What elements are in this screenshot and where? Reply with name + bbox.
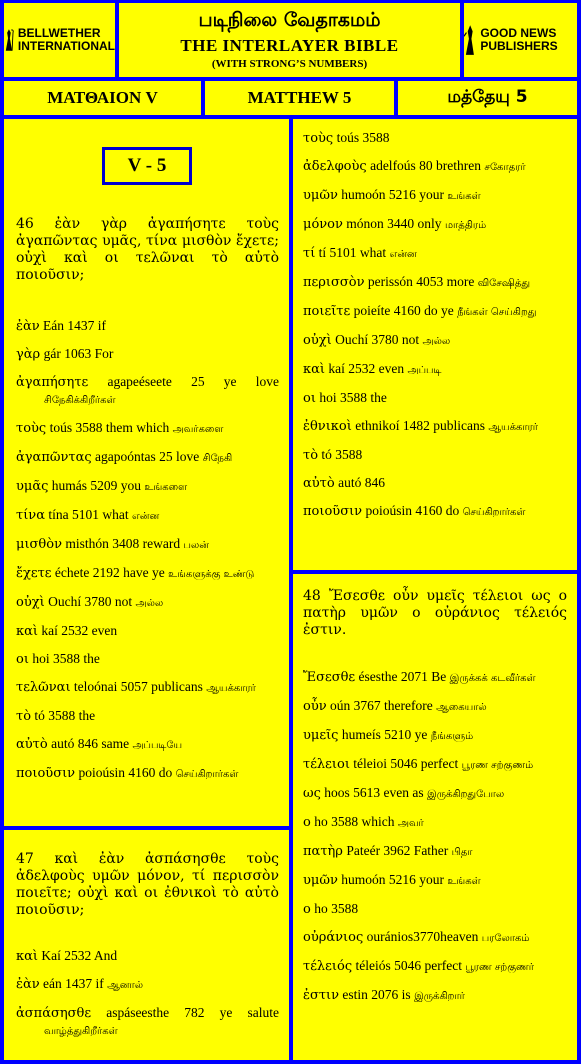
word-entry xyxy=(303,390,567,407)
word-entry xyxy=(16,765,279,783)
word-entry xyxy=(16,420,279,438)
greek-word: ο xyxy=(303,815,311,830)
greek-word: μόνον xyxy=(303,217,343,232)
transliteration: agapeéseete 25 ye love xyxy=(107,374,279,389)
transliteration: misthón 3408 reward xyxy=(65,536,181,551)
transliteration: téleiós 5046 perfect xyxy=(355,958,462,973)
tamil-gloss: வாழ்த்துகிறீர்கள் xyxy=(44,1026,118,1037)
word-entry xyxy=(303,418,567,436)
word-entry xyxy=(303,130,567,147)
greek-word: τὸ xyxy=(303,448,319,463)
greek-word: καὶ xyxy=(16,624,39,639)
word-entry xyxy=(16,708,279,725)
greek-word: οὐχὶ xyxy=(303,333,332,348)
greek-word: οὐράνιος xyxy=(303,930,364,945)
nav-greek xyxy=(4,81,201,115)
greek-word: ἐθνικοὶ xyxy=(303,419,352,434)
nav-english-label: MATTHEW 5 xyxy=(247,88,352,107)
transliteration: eán 1437 if xyxy=(43,976,104,991)
transliteration: toús 3588 them which xyxy=(49,420,170,435)
tamil-gloss: விசேஷித்து xyxy=(477,278,531,289)
transliteration: Ouchí 3780 not xyxy=(48,594,133,609)
transliteration: adelfoús 80 brethren xyxy=(370,158,482,173)
greek-word: ἀγαπῶντας xyxy=(16,450,92,465)
greek-word: πατὴρ xyxy=(303,844,343,859)
word-entry xyxy=(303,698,567,716)
tamil-gloss: மாத்திரம் xyxy=(444,220,487,231)
greek-word: τέλειοι xyxy=(303,757,350,772)
word-entry xyxy=(16,623,279,640)
tamil-gloss: உங்கள் xyxy=(447,191,481,202)
transliteration: hoos 5613 even as xyxy=(324,785,424,800)
word-entry xyxy=(303,987,567,1005)
greek-word: υμῶν xyxy=(303,873,338,888)
tamil-gloss: அப்படி xyxy=(407,365,442,376)
transliteration: agapoóntas 25 love xyxy=(95,449,200,464)
word-entry xyxy=(16,1005,279,1040)
greek-word: γὰρ xyxy=(16,347,41,362)
tamil-gloss: சகோதரர் xyxy=(484,162,526,173)
transliteration: hoi 3588 the xyxy=(319,390,387,405)
tamil-gloss: அவர் xyxy=(397,818,424,829)
word-entry xyxy=(303,245,567,263)
greek-word: οι xyxy=(303,391,316,406)
tamil-gloss: என்ன xyxy=(389,249,417,260)
greek-word: ποιεῖτε xyxy=(303,304,351,319)
shepherd-icon xyxy=(4,14,14,66)
word-entry xyxy=(303,475,567,492)
transliteration: ho 3588 which xyxy=(314,814,395,829)
greek-word: Ἔσεσθε xyxy=(303,670,356,685)
greek-word: υμῶν xyxy=(303,188,338,203)
word-entry xyxy=(303,814,567,832)
greek-word: ἐὰν xyxy=(16,319,40,334)
greek-word: τὸ xyxy=(16,709,32,724)
greek-word: ἔχετε xyxy=(16,566,52,581)
left-bottom-entries xyxy=(16,948,279,1051)
transliteration: ethnikoí 1482 publicans xyxy=(355,418,485,433)
word-entry xyxy=(16,449,279,467)
word-entry xyxy=(303,669,567,687)
nav-tamil-label: மத்தேயு 5 xyxy=(447,87,528,107)
right-top-entries xyxy=(303,130,567,532)
word-entry xyxy=(303,503,567,521)
greek-word: ἐὰν xyxy=(16,977,40,992)
transliteration: kaí 2532 even xyxy=(328,361,405,376)
tamil-gloss: உங்கள் xyxy=(447,876,481,887)
greek-word: ἐστιν xyxy=(303,988,340,1003)
title-tamil: படிநிலை வேதாகமம் xyxy=(198,9,381,31)
transliteration: hoi 3588 the xyxy=(32,651,100,666)
transliteration: ouránios3770heaven xyxy=(366,929,479,944)
greek-word: αὐτὸ xyxy=(16,737,48,752)
greek-word: τί xyxy=(303,246,316,261)
tamil-gloss: உங்களை xyxy=(144,482,188,493)
transliteration: ésesthe 2071 Be xyxy=(358,669,447,684)
tamil-gloss: சிநேகிக்கிறீர்கள் xyxy=(44,395,116,406)
tamil-gloss: பிதா xyxy=(451,847,473,858)
word-entry xyxy=(16,507,279,525)
transliteration: gár 1063 For xyxy=(43,346,114,361)
word-entry xyxy=(16,976,279,994)
greek-word: υμεῖς xyxy=(303,728,339,743)
tamil-gloss: ஆனால் xyxy=(107,980,144,991)
word-entry xyxy=(303,361,567,379)
greek-word: οὐχὶ xyxy=(16,595,45,610)
word-entry xyxy=(303,187,567,205)
greek-word: υμᾶς xyxy=(16,479,49,494)
greek-word: ο xyxy=(303,902,311,917)
left-top-entries xyxy=(16,318,279,794)
word-entry xyxy=(16,374,279,409)
transliteration: tí 5101 what xyxy=(318,245,387,260)
transliteration: tína 5101 what xyxy=(48,507,129,522)
word-entry xyxy=(303,303,567,321)
transliteration: tó 3588 the xyxy=(34,708,96,723)
right-logo-text: GOOD NEWS PUBLISHERS xyxy=(480,26,558,53)
word-entry xyxy=(16,679,279,697)
greek-word: ως xyxy=(303,786,321,801)
tamil-gloss: அவர்களை xyxy=(172,424,224,435)
word-entry xyxy=(303,332,567,350)
word-entry xyxy=(303,447,567,464)
transliteration: Pateér 3962 Father xyxy=(346,843,449,858)
transliteration: teloónai 5057 publicans xyxy=(73,679,203,694)
transliteration: Kaí 2532 And xyxy=(41,948,118,963)
greek-word: ποιοῦσιν xyxy=(303,504,363,519)
word-entry xyxy=(16,651,279,668)
word-entry xyxy=(303,958,567,976)
transliteration: perissón 4053 more xyxy=(367,274,475,289)
tamil-gloss: சிநேகி xyxy=(202,453,233,464)
tamil-gloss: ஆகையால் xyxy=(436,702,487,713)
greek-word: ἀδελφοὺς xyxy=(303,159,367,174)
word-entry xyxy=(16,948,279,965)
tamil-gloss: பூரண சற்குணர் xyxy=(465,962,534,973)
tamil-gloss: பலன் xyxy=(183,540,209,551)
word-entry xyxy=(303,158,567,176)
word-entry xyxy=(303,785,567,803)
word-entry xyxy=(16,346,279,363)
greek-word: ποιοῦσιν xyxy=(16,766,76,781)
greek-word: καὶ xyxy=(303,362,326,377)
verse-48-text: 48 Ἔσεσθε οὖν υμεῖς τέλειοι ως ο πατὴρ υμῶν ο οὐράνιος τέλειός ἐστιν. xyxy=(303,588,567,638)
right-bottom-entries xyxy=(303,669,567,1016)
tamil-gloss: பூரண சற்குணம் xyxy=(461,760,534,771)
word-entry xyxy=(303,872,567,890)
tamil-gloss: அப்படியே xyxy=(132,740,183,751)
transliteration: humoón 5216 your xyxy=(341,872,444,887)
title-english: THE INTERLAYER BIBLE xyxy=(180,36,399,55)
transliteration: poioúsin 4160 do xyxy=(78,765,173,780)
transliteration: poieíte 4160 do ye xyxy=(353,303,454,318)
left-bottom-panel xyxy=(4,830,289,1060)
transliteration: poioúsin 4160 do xyxy=(365,503,460,518)
word-entry xyxy=(303,929,567,947)
nav-english xyxy=(205,81,394,115)
left-top-panel xyxy=(4,119,289,826)
tamil-gloss: இருக்கக் கடவீர்கள் xyxy=(449,673,536,684)
sower-icon xyxy=(464,14,476,66)
greek-word: περισσὸν xyxy=(303,275,365,290)
word-entry xyxy=(16,536,279,554)
transliteration: tó 3588 xyxy=(321,447,363,462)
word-entry xyxy=(303,727,567,745)
word-entry xyxy=(303,274,567,292)
bellwether-logo xyxy=(4,3,115,77)
transliteration: estin 2076 is xyxy=(342,987,411,1002)
word-entry xyxy=(303,843,567,861)
tamil-gloss: பரலோகம் xyxy=(481,933,530,944)
greek-word: ἀσπάσησθε xyxy=(16,1006,92,1021)
greek-word: τοὺς xyxy=(16,421,47,436)
tamil-gloss: ஆயக்காரர் xyxy=(206,683,256,694)
verse-47-text: 47 καὶ ἐὰν ἀσπάσησθε τοὺς ἀδελφοὺς υμῶν μόνον, τί περισσὸν ποιεῖτε; οὐχὶ καὶ οι ἐθνικοὶ τὸ αὐτὸ ποιοῦσιν; xyxy=(16,851,279,918)
transliteration: Ouchí 3780 not xyxy=(335,332,420,347)
transliteration: téleioi 5046 perfect xyxy=(353,756,459,771)
transliteration: Eán 1437 if xyxy=(43,318,107,333)
transliteration: humoón 5216 your xyxy=(341,187,444,202)
transliteration: mónon 3440 only xyxy=(346,216,442,231)
greek-word: τοὺς xyxy=(303,131,334,146)
chapter-badge: V - 5 xyxy=(102,147,192,185)
greek-word: μισθὸν xyxy=(16,537,62,552)
transliteration: autó 846 same xyxy=(51,736,130,751)
tamil-gloss: ஆயக்காரர் xyxy=(488,422,538,433)
right-top-panel xyxy=(293,119,577,570)
word-entry xyxy=(303,901,567,918)
tamil-gloss: செய்கிறார்கள் xyxy=(462,507,526,518)
tamil-gloss: என்ன xyxy=(131,511,160,522)
tamil-gloss: அல்ல xyxy=(422,336,451,347)
title-block xyxy=(119,3,460,77)
greek-word: τελῶναι xyxy=(16,680,71,695)
right-bottom-panel xyxy=(293,574,577,1060)
nav-tamil xyxy=(398,81,577,115)
greek-word: τέλειός xyxy=(303,959,353,974)
tamil-gloss: செய்கிறார்கள் xyxy=(175,769,239,780)
greek-word: οὖν xyxy=(303,699,327,714)
nav-greek-label: ΜΑΤΘΑΙΟΝ V xyxy=(47,88,158,107)
left-logo-text: BELLWETHER INTERNATIONAL xyxy=(17,26,115,53)
word-entry xyxy=(16,318,279,335)
word-entry xyxy=(16,478,279,496)
tamil-gloss: நீங்களும் xyxy=(430,731,474,742)
tamil-gloss: அல்ல xyxy=(135,598,164,609)
greek-word: τίνα xyxy=(16,508,45,523)
word-entry xyxy=(303,756,567,774)
word-entry xyxy=(16,565,279,583)
transliteration: ho 3588 xyxy=(314,901,359,916)
transliteration: aspáseesthe 782 ye salute xyxy=(106,1005,280,1020)
greek-word: καὶ xyxy=(16,949,39,964)
verse-46-text: 46 ἐὰν γὰρ ἀγαπήσητε τοὺς ἀγαπῶντας υμᾶς, τίνα μισθὸν ἔχετε; οὐχὶ καὶ οι τελῶναι τὸ αὐτὸ ποιοῦσιν; xyxy=(16,216,279,283)
transliteration: humeís 5210 ye xyxy=(341,727,428,742)
transliteration: toús 3588 xyxy=(336,130,390,145)
title-subtitle: (WITH STRONG’S NUMBERS) xyxy=(211,58,368,70)
tamil-gloss: நீங்கள் செய்கிறது xyxy=(457,307,537,318)
word-entry xyxy=(303,216,567,234)
word-entry xyxy=(16,594,279,612)
tamil-gloss: இருக்கிறார் xyxy=(414,991,465,1002)
transliteration: échete 2192 have ye xyxy=(54,565,165,580)
tamil-gloss: உங்களுக்கு உண்டு xyxy=(168,569,255,580)
transliteration: oún 3767 therefore xyxy=(330,698,433,713)
greek-word: ἀγαπήσητε xyxy=(16,375,89,390)
greek-word: οι xyxy=(16,652,29,667)
transliteration: kaí 2532 even xyxy=(41,623,118,638)
tamil-gloss: இருக்கிறதுபோல xyxy=(427,789,505,800)
word-entry xyxy=(16,736,279,754)
transliteration: humás 5209 you xyxy=(51,478,142,493)
greek-word: αὐτὸ xyxy=(303,476,335,491)
good-news-logo xyxy=(464,3,577,77)
transliteration: autó 846 xyxy=(338,475,385,490)
